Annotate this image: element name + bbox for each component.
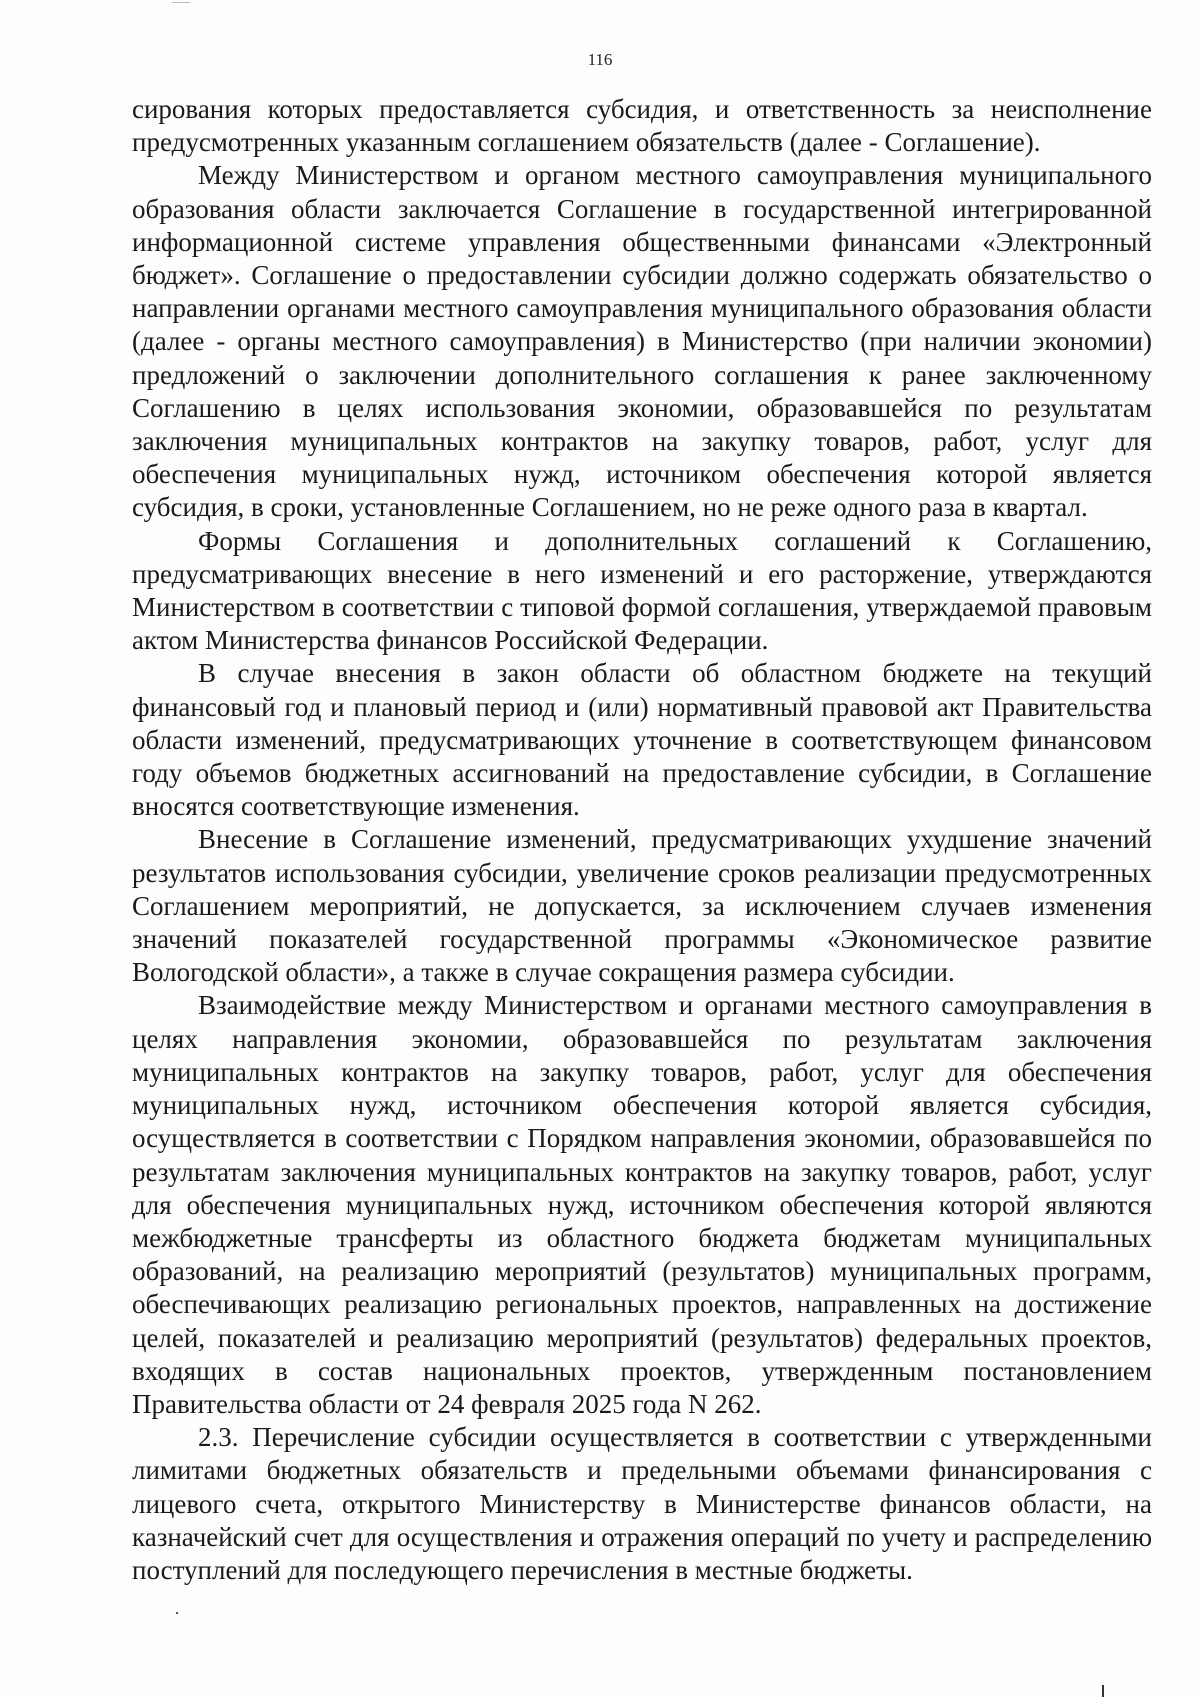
page-number: 116 xyxy=(587,50,613,69)
paragraph-2-3-transfer: 2.3. Перечисление субсидии осуществляется в соответствии с утвержденными лимитами бюджетных обязательств и предельными объемами финансирования с лицевого счета, открытого Министерству в Министерстве финансов области, на казначейский счет для осуществления и отражения операций по учету и распределению поступлений для последующего перечисления в местные бюджеты. xyxy=(132,1422,1152,1585)
paragraph-agreement: Между Министерством и органом местного самоуправления муниципального образования области заключается Соглашение в государственной интегрированной информационной системе управления общественными финансами «Электронный бюджет». Соглашение о предоставлении субсидии должно содержать обязательство о направлении органами местного самоуправления муниципального образования области (далее - органы местного самоуправления) в Министерство (при наличии экономии) предложений о заключении дополнительного соглашения к ранее заключенному Соглашению в целях использования экономии, образовавшейся по результатам заключения муниципальных контрактов на закупку товаров, работ, услуг для обеспечения муниципальных нужд, источником обеспечения которой является субсидия, в сроки, установленные Соглашением, но не реже одного раза в квартал. xyxy=(132,160,1152,523)
document-body xyxy=(132,93,1152,1587)
scan-artifact xyxy=(172,2,190,3)
paragraph-agreement-forms: Формы Соглашения и дополнительных соглашений к Соглашению, предусматривающих внесение в него изменений и его расторжение, утверждаются Министерством в соответствии с типовой формой соглашения, утверждаемой правовым актом Министерства финансов Российской Федерации. xyxy=(132,525,1152,656)
scan-artifact xyxy=(176,1612,178,1614)
scan-artifact xyxy=(1102,1685,1104,1697)
paragraph-amendment-restrictions: Внесение в Соглашение изменений, предусматривающих ухудшение значений результатов использования субсидии, увеличение сроков реализации предусмотренных Соглашением мероприятий, не допускается, за исключением случаев изменения значений показателей государственной программы «Экономическое развитие Вологодской области», а также в случае сокращения размера субсидии. xyxy=(132,824,1152,988)
paragraph-savings-interaction: Взаимодействие между Министерством и органами местного самоуправления в целях направления экономии, образовавшейся по результатам заключения муниципальных контрактов на закупку товаров, работ, услуг для обеспечения муниципальных нужд, источником обеспечения которой является субсидия, осуществляется в соответствии с Порядком направления экономии, образовавшейся по результатам заключения муниципальных контрактов на закупку товаров, работ, услуг для обеспечения муниципальных нужд, источником обеспечения которой являются межбюджетные трансферты из областного бюджета бюджетам муниципальных образований, на реализацию мероприятий (результатов) муниципальных программ, обеспечивающих реализацию региональных проектов, направленных на достижение целей, показателей и реализацию мероприятий (результатов) федеральных проектов, входящих в состав национальных проектов, утвержденным постановлением Правительства области от 24 февраля 2025 года N 262. xyxy=(132,990,1152,1419)
paragraph-continuation: сирования которых предоставляется субсидия, и ответственность за неисполнение предусмотренных указанным соглашением обязательств (далее - Соглашение). xyxy=(132,94,1152,158)
paragraph-budget-changes: В случае внесения в закон области об областном бюджете на текущий финансовый год и плановый период и (или) нормативный правовой акт Правительства области изменений, предусматривающих уточнение в соответствующем финансовом году объемов бюджетных ассигнований на предоставление субсидии, в Соглашение вносятся соответствующие изменения. xyxy=(132,658,1152,822)
